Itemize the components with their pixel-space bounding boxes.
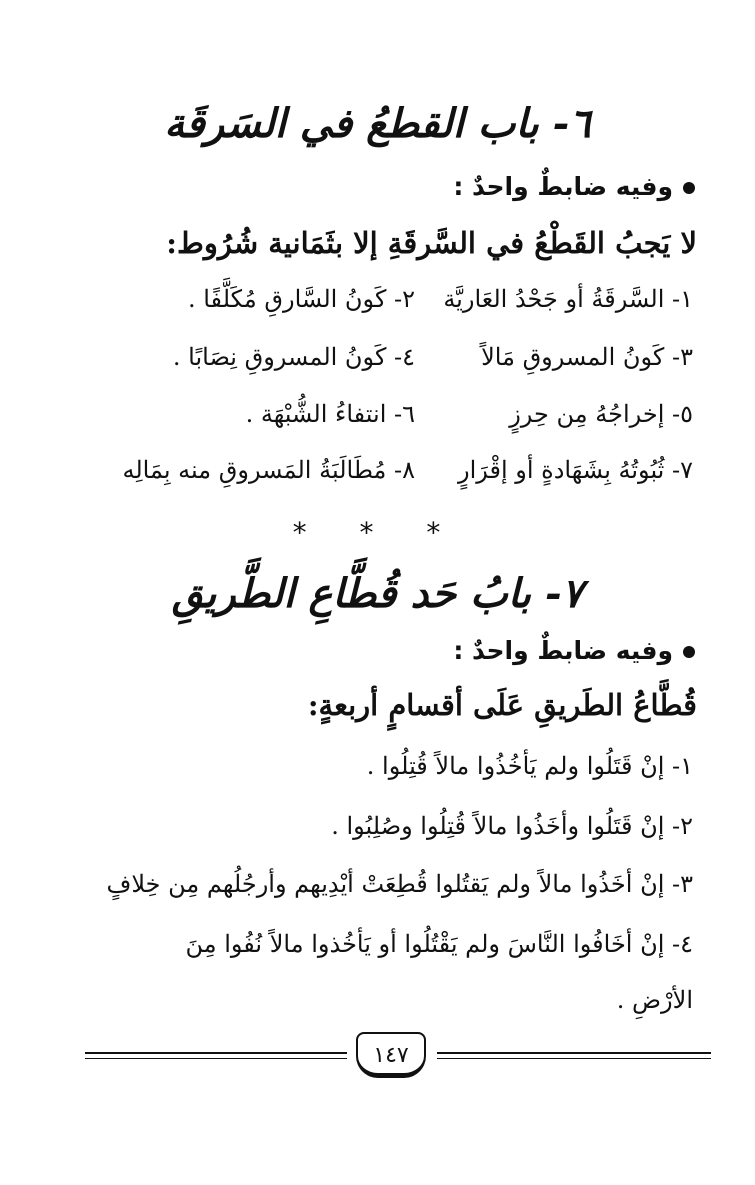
condition-4: ٤- كَونُ المسروقِ نِصَابًا . <box>172 343 415 371</box>
section-6-intro: لا يَجبُ القَطْعُ في السَّرقَةِ إلا بثَمَانية شُرُوط: <box>166 226 697 260</box>
footer-rule-right-thin <box>437 1058 711 1059</box>
page-number: ١٤٧ <box>356 1032 426 1078</box>
section-6-title: ٦- باب القطعُ في السَرقَة <box>164 100 591 147</box>
section-separator: * * * <box>292 516 463 549</box>
condition-1: ١- السَّرقَةُ أو جَحْدُ العَاريَّة <box>443 285 693 313</box>
division-4: ٤- إنْ أخَافُوا النَّاسَ ولم يَقْتُلُوا أو يَأخُذوا مالاً نُفُوا مِنَ <box>185 930 693 958</box>
division-1: ١- إنْ قَتَلُوا ولم يَأخُذُوا مالاً قُتِلُوا . <box>366 752 693 780</box>
bullet-icon <box>683 182 695 194</box>
bullet-icon <box>683 646 695 658</box>
condition-2: ٢- كَونُ السَّارقِ مُكَلَّفًا . <box>187 285 415 313</box>
section-7-intro: قُطَّاعُ الطَريقِ عَلَى أقسامٍ أربعةٍ: <box>307 688 697 722</box>
footer-rule-left-thin <box>85 1058 347 1059</box>
condition-5: ٥- إخراجُهُ مِن حِرزٍ <box>509 400 693 428</box>
footer-rule-left <box>85 1052 347 1054</box>
condition-3: ٣- كَونُ المسروقِ مَالاً <box>481 343 693 371</box>
condition-6: ٦- انتفاءُ الشُّبْهَة . <box>245 400 415 428</box>
division-3: ٣- إنْ أخَذُوا مالاً ولم يَقتُلوا قُطِعَتْ أيْدِيهم وأرجُلُهم مِن خِلافٍ <box>106 870 693 898</box>
section-7-rule-label: وفيه ضابطٌ واحدٌ : <box>453 636 673 665</box>
section-6-rule-count <box>453 172 695 201</box>
section-7-rule-count <box>453 636 695 665</box>
division-4-continued: الأرْضِ . <box>616 986 693 1014</box>
condition-8: ٨- مُطَالَبَةُ المَسروقِ منه بِمَالِه <box>122 456 415 484</box>
footer-rule-right <box>437 1052 711 1054</box>
section-6-rule-label: وفيه ضابطٌ واحدٌ : <box>453 172 673 201</box>
condition-7: ٧- ثُبُوتُهُ بِشَهَادةٍ أو إقْرَارٍ <box>457 456 693 484</box>
section-7-title: ٧- بابُ حَد قُطَّاعِ الطَّريقِ <box>171 570 584 617</box>
division-2: ٢- إنْ قَتَلُوا وأخَذُوا مالاً قُتِلُوا وصُلِبُوا . <box>331 812 693 840</box>
